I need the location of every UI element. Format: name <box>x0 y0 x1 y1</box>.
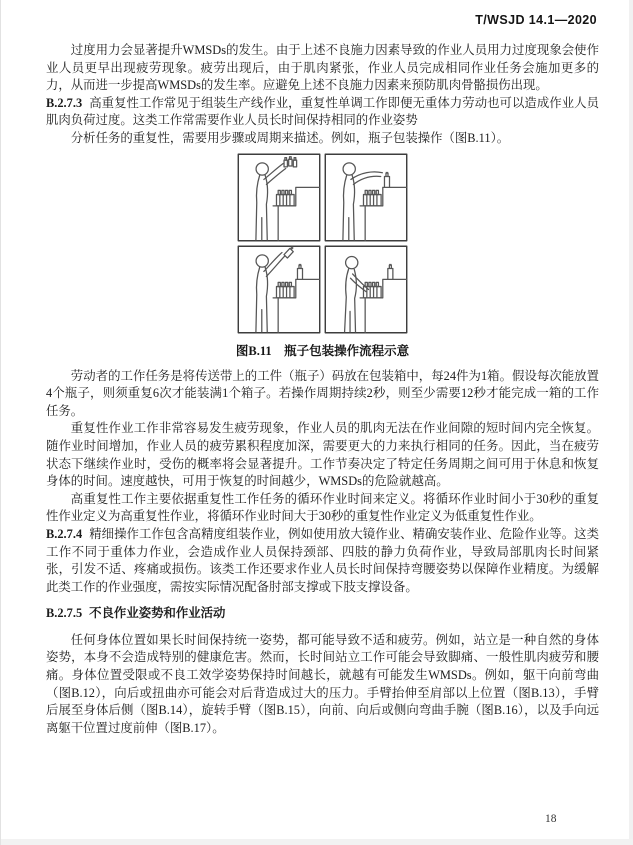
paragraph-b274-text: 精细操作工作包含高精度组装作业，例如使用放大镜作业、精确安装作业、危险作业等。这类工作不同于重体力作业，会造成作业人员保持颈部、四肢的静力负荷作业，导致局部肌肉长时间紧张，引发不适、疼痛或损伤。该类工作还要求作业人员长时间保持弯腰姿势以保障作业精度。为缓解此类工作的作业强度，需按实际情况配备肘部支撑或下肢支撑设备。 <box>46 526 599 594</box>
figure-panel-2-reach-bottle <box>324 153 408 242</box>
figure-b11-caption: 图B.11 瓶子包装操作流程示意 <box>235 343 410 358</box>
page-content <box>46 8 599 737</box>
scan-edge-bottom <box>1 839 633 845</box>
figure-b11-panels <box>237 153 408 334</box>
figure-panel-4-pack-box <box>324 245 408 334</box>
paragraph-posture: 任何身体位置如果长时间保持统一姿势，都可能导致不适和疲劳。例如，站立是一种自然的身体姿势，本身不会造成特别的健康危害。然而，长时间站立工作可能会导致脚痛、一般性肌肉疲劳和腰痛。身体位置受限或不良工效学姿势保持时间越长，就越有可能发生WMSDs。例如，躯干向前弯曲（图B.12），向后或扭曲亦可能会对后背造成过大的压力。手臂抬伸至肩部以上位置（图B.13），手臂后展至身体后侧（图B.14），旋转手臂（图B.15），向前、向后或侧向弯曲手腕（图B.16），以及手向远离躯干位置过度前伸（图B.17）。 <box>46 632 599 735</box>
section-label-b274: B.2.7.4 <box>46 526 83 541</box>
section-label-b273: B.2.7.3 <box>46 95 83 110</box>
paragraph-cycle-definition: 高重复性工作主要依据重复性工作任务的循环作业时间来定义。将循环作业时间小于30秒的重复性作业定义为高重复性作业，将循环作业时间大于30秒的重复性作业定义为低重复性作业。 <box>46 491 599 524</box>
figure-panel-3-tilt-bottle <box>237 245 321 334</box>
section-title-b275: 不良作业姿势和作业活动 <box>89 606 226 621</box>
figure-panel-1-lift-bottles <box>237 153 321 242</box>
standard-number-header: T/WSJD 14.1—2020 <box>475 13 597 27</box>
paragraph-fatigue: 重复性作业工作非常容易发生疲劳现象，作业人员的肌肉无法在作业间隙的短时间内完全恢复。随作业时间增加，作业人员的疲劳累积程度加深，需要更大的力来执行相同的任务。因此，当在疲劳状态下继续作业时，受伤的概率将会显著提升。工作节奏决定了特定任务周期之间可用于休息和恢复身体的时间。速度越快，可用于恢复的时间越少，WMSDs的危险就越高。 <box>46 421 599 489</box>
paragraph-b273-text: 高重复性工作常见于组装生产线作业，重复性单调工作即便无重体力劳动也可以造成作业人员肌肉负荷过度。这类工作常需要作业人员长时间保持相同的作业姿势 <box>46 95 599 128</box>
section-heading-b275 <box>46 605 599 623</box>
figure-b11 <box>46 153 599 359</box>
section-label-b275: B.2.7.5 <box>46 606 83 621</box>
paragraph-repetitiveness-analysis: 分析任务的重复性，需要用步骤或周期来描述。例如，瓶子包装操作（图B.11）。 <box>70 130 510 145</box>
paragraph-overexertion: 过度用力会显著提升WMSDs的发生。由于上述不良施力因素导致的作业人员用力过度现象会使作业人员更早出现疲劳现象。疲劳出现后，由于肌肉紧张，作业人员完成相同作业任务会施加更多的力，从而进一步提高WMSDs的发生率。应避免上述不良施力因素来预防肌肉骨骼损伤出现。 <box>46 43 599 93</box>
paragraph-b273 <box>46 95 599 130</box>
paragraph-b274 <box>46 526 599 596</box>
paragraph-worker-task: 劳动者的工作任务是将传送带上的工件（瓶子）码放在包装箱中，每24件为1箱。假设每次能放置4个瓶子，则须重复6次才能装满1个箱子。若操作周期持续2秒，则至少需要12秒才能完成一箱的工作任务。 <box>46 368 599 418</box>
page-number: 18 <box>545 813 557 825</box>
scan-edge-right <box>629 0 633 845</box>
